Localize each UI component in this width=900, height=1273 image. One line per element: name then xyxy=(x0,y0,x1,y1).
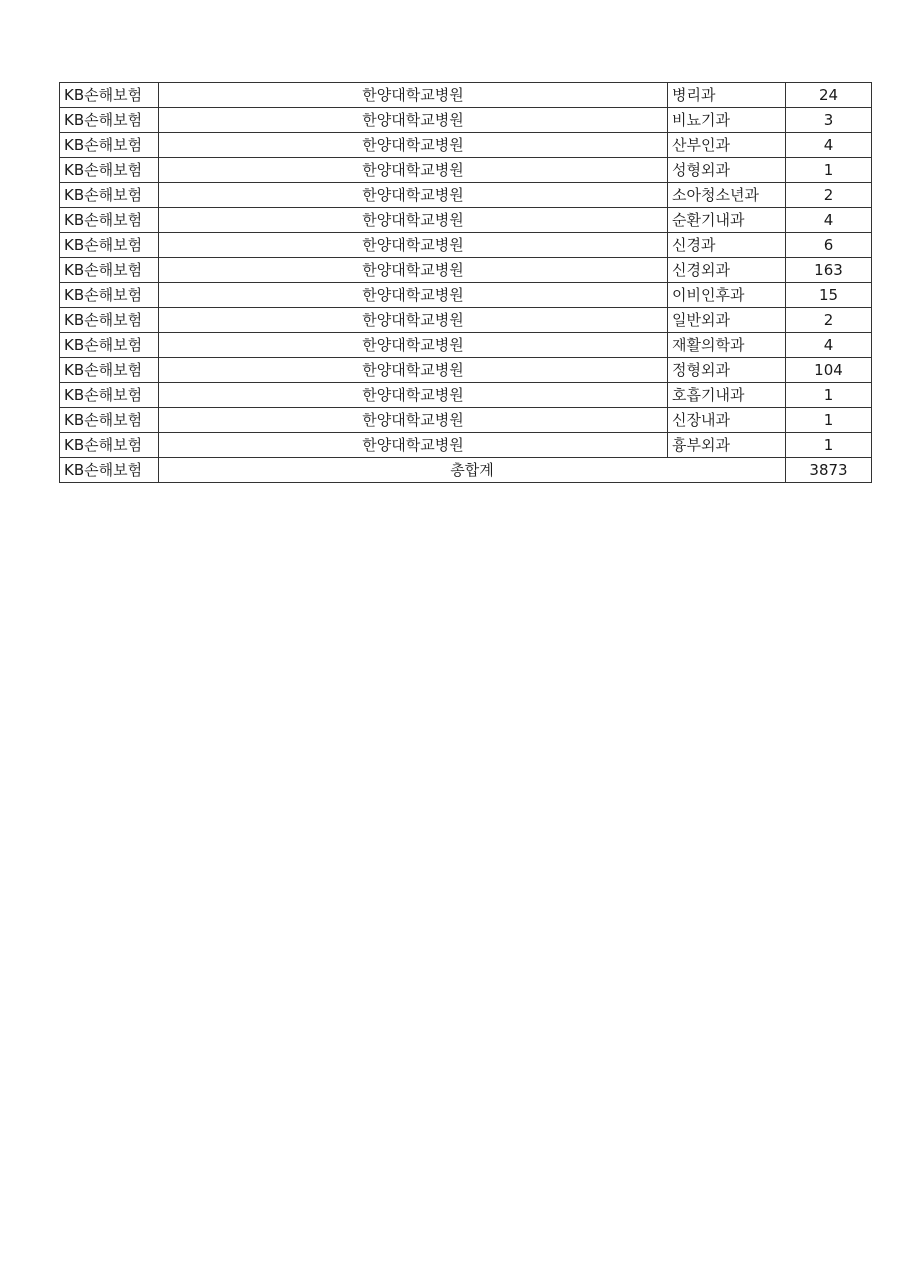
claims-table xyxy=(59,82,872,483)
count-cell: 1 xyxy=(786,158,872,183)
count-cell: 2 xyxy=(786,183,872,208)
hospital-cell: 한양대학교병원 xyxy=(159,158,668,183)
table-row xyxy=(60,383,872,408)
department-cell: 성형외과 xyxy=(668,158,786,183)
hospital-cell: 한양대학교병원 xyxy=(159,383,668,408)
department-cell: 소아청소년과 xyxy=(668,183,786,208)
hospital-cell: 한양대학교병원 xyxy=(159,183,668,208)
count-cell: 4 xyxy=(786,333,872,358)
count-cell: 24 xyxy=(786,83,872,108)
insurer-cell: KB손해보험 xyxy=(60,358,159,383)
department-cell: 신경외과 xyxy=(668,258,786,283)
insurer-cell: KB손해보험 xyxy=(60,433,159,458)
total-count-cell: 3873 xyxy=(786,458,872,483)
insurer-cell: KB손해보험 xyxy=(60,158,159,183)
hospital-cell: 한양대학교병원 xyxy=(159,358,668,383)
total-row xyxy=(60,458,872,483)
table-row xyxy=(60,108,872,133)
table-row xyxy=(60,333,872,358)
department-cell: 이비인후과 xyxy=(668,283,786,308)
department-cell: 일반외과 xyxy=(668,308,786,333)
insurer-cell: KB손해보험 xyxy=(60,208,159,233)
department-cell: 호흡기내과 xyxy=(668,383,786,408)
table-row xyxy=(60,233,872,258)
hospital-cell: 한양대학교병원 xyxy=(159,108,668,133)
table-body xyxy=(60,83,872,483)
count-cell: 3 xyxy=(786,108,872,133)
insurer-cell: KB손해보험 xyxy=(60,83,159,108)
insurer-cell: KB손해보험 xyxy=(60,183,159,208)
count-cell: 104 xyxy=(786,358,872,383)
total-label-cell: 총합계 xyxy=(159,458,786,483)
insurer-cell: KB손해보험 xyxy=(60,383,159,408)
hospital-cell: 한양대학교병원 xyxy=(159,133,668,158)
count-cell: 1 xyxy=(786,433,872,458)
hospital-cell: 한양대학교병원 xyxy=(159,308,668,333)
hospital-cell: 한양대학교병원 xyxy=(159,283,668,308)
count-cell: 4 xyxy=(786,208,872,233)
table-row xyxy=(60,358,872,383)
table-row xyxy=(60,208,872,233)
hospital-cell: 한양대학교병원 xyxy=(159,208,668,233)
count-cell: 4 xyxy=(786,133,872,158)
insurer-cell: KB손해보험 xyxy=(60,233,159,258)
hospital-cell: 한양대학교병원 xyxy=(159,233,668,258)
count-cell: 2 xyxy=(786,308,872,333)
department-cell: 산부인과 xyxy=(668,133,786,158)
hospital-cell: 한양대학교병원 xyxy=(159,83,668,108)
count-cell: 163 xyxy=(786,258,872,283)
department-cell: 신장내과 xyxy=(668,408,786,433)
count-cell: 1 xyxy=(786,408,872,433)
insurer-cell: KB손해보험 xyxy=(60,408,159,433)
table-row xyxy=(60,258,872,283)
total-insurer-cell: KB손해보험 xyxy=(60,458,159,483)
hospital-cell: 한양대학교병원 xyxy=(159,258,668,283)
table-row xyxy=(60,133,872,158)
hospital-cell: 한양대학교병원 xyxy=(159,408,668,433)
department-cell: 병리과 xyxy=(668,83,786,108)
insurer-cell: KB손해보험 xyxy=(60,258,159,283)
hospital-cell: 한양대학교병원 xyxy=(159,433,668,458)
table-row xyxy=(60,158,872,183)
count-cell: 15 xyxy=(786,283,872,308)
department-cell: 재활의학과 xyxy=(668,333,786,358)
department-cell: 정형외과 xyxy=(668,358,786,383)
insurer-cell: KB손해보험 xyxy=(60,108,159,133)
insurer-cell: KB손해보험 xyxy=(60,308,159,333)
department-cell: 비뇨기과 xyxy=(668,108,786,133)
table-row xyxy=(60,283,872,308)
table-row xyxy=(60,433,872,458)
count-cell: 6 xyxy=(786,233,872,258)
table-row xyxy=(60,183,872,208)
insurer-cell: KB손해보험 xyxy=(60,283,159,308)
table-row xyxy=(60,408,872,433)
count-cell: 1 xyxy=(786,383,872,408)
insurer-cell: KB손해보험 xyxy=(60,133,159,158)
department-cell: 순환기내과 xyxy=(668,208,786,233)
department-cell: 흉부외과 xyxy=(668,433,786,458)
table-row xyxy=(60,308,872,333)
insurer-cell: KB손해보험 xyxy=(60,333,159,358)
table-row xyxy=(60,83,872,108)
department-cell: 신경과 xyxy=(668,233,786,258)
hospital-cell: 한양대학교병원 xyxy=(159,333,668,358)
